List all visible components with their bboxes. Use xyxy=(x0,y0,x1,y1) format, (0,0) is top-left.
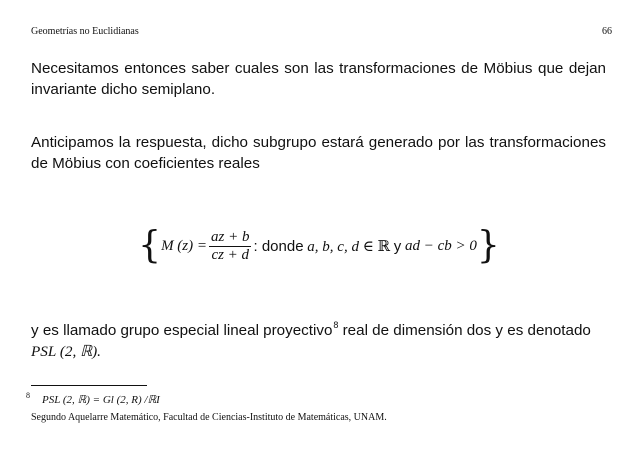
formula-real-set: ℝ xyxy=(377,238,391,255)
footnote-number: 8 xyxy=(26,391,30,400)
formula-conjunction: y xyxy=(393,237,402,255)
footnote-text: PSL (2, ℝ) = Gl (2, R) /ℝI xyxy=(42,394,160,406)
psl-notation: PSL (2, ℝ). xyxy=(31,343,101,360)
formula-mobius-set xyxy=(0,220,638,272)
paragraph3-text-end: real de dimensión dos y es denotado xyxy=(338,322,591,339)
left-brace: { xyxy=(138,223,162,267)
paragraph3-text-start: y es llamado grupo especial lineal proyectivo xyxy=(31,322,333,339)
running-header-title: Geometrías no Euclidianas xyxy=(31,26,139,37)
right-brace: } xyxy=(476,223,500,267)
paragraph-psl-definition xyxy=(31,315,606,362)
page-footer: Segundo Aquelarre Matemático, Facultad de Ciencias-Instituto de Matemáticas, UNAM. xyxy=(31,412,387,423)
footnote-reference: 8 xyxy=(333,320,339,330)
paragraph-mobius-intro: Necesitamos entonces saber cuales son las transformaciones de Möbius que dejan invariante dicho semiplano. xyxy=(31,60,606,98)
formula-condition-vars: a, b, c, d ∈ xyxy=(307,238,374,255)
formula-separator: : donde xyxy=(253,237,304,255)
formula-inequality: ad − cb > 0 xyxy=(405,237,477,254)
formula-fraction xyxy=(209,229,251,264)
page-number: 66 xyxy=(602,26,612,37)
fraction-numerator: az + b xyxy=(211,228,250,245)
fraction-denominator: cz + d xyxy=(211,246,250,263)
footnote xyxy=(26,391,160,406)
paragraph-anticipation: Anticipamos la respuesta, dicho subgrupo estará generado por las transformaciones de Möbius con coeficientes reales xyxy=(31,134,606,172)
formula-lhs: M (z) = xyxy=(161,237,208,254)
footnote-rule xyxy=(31,385,147,386)
